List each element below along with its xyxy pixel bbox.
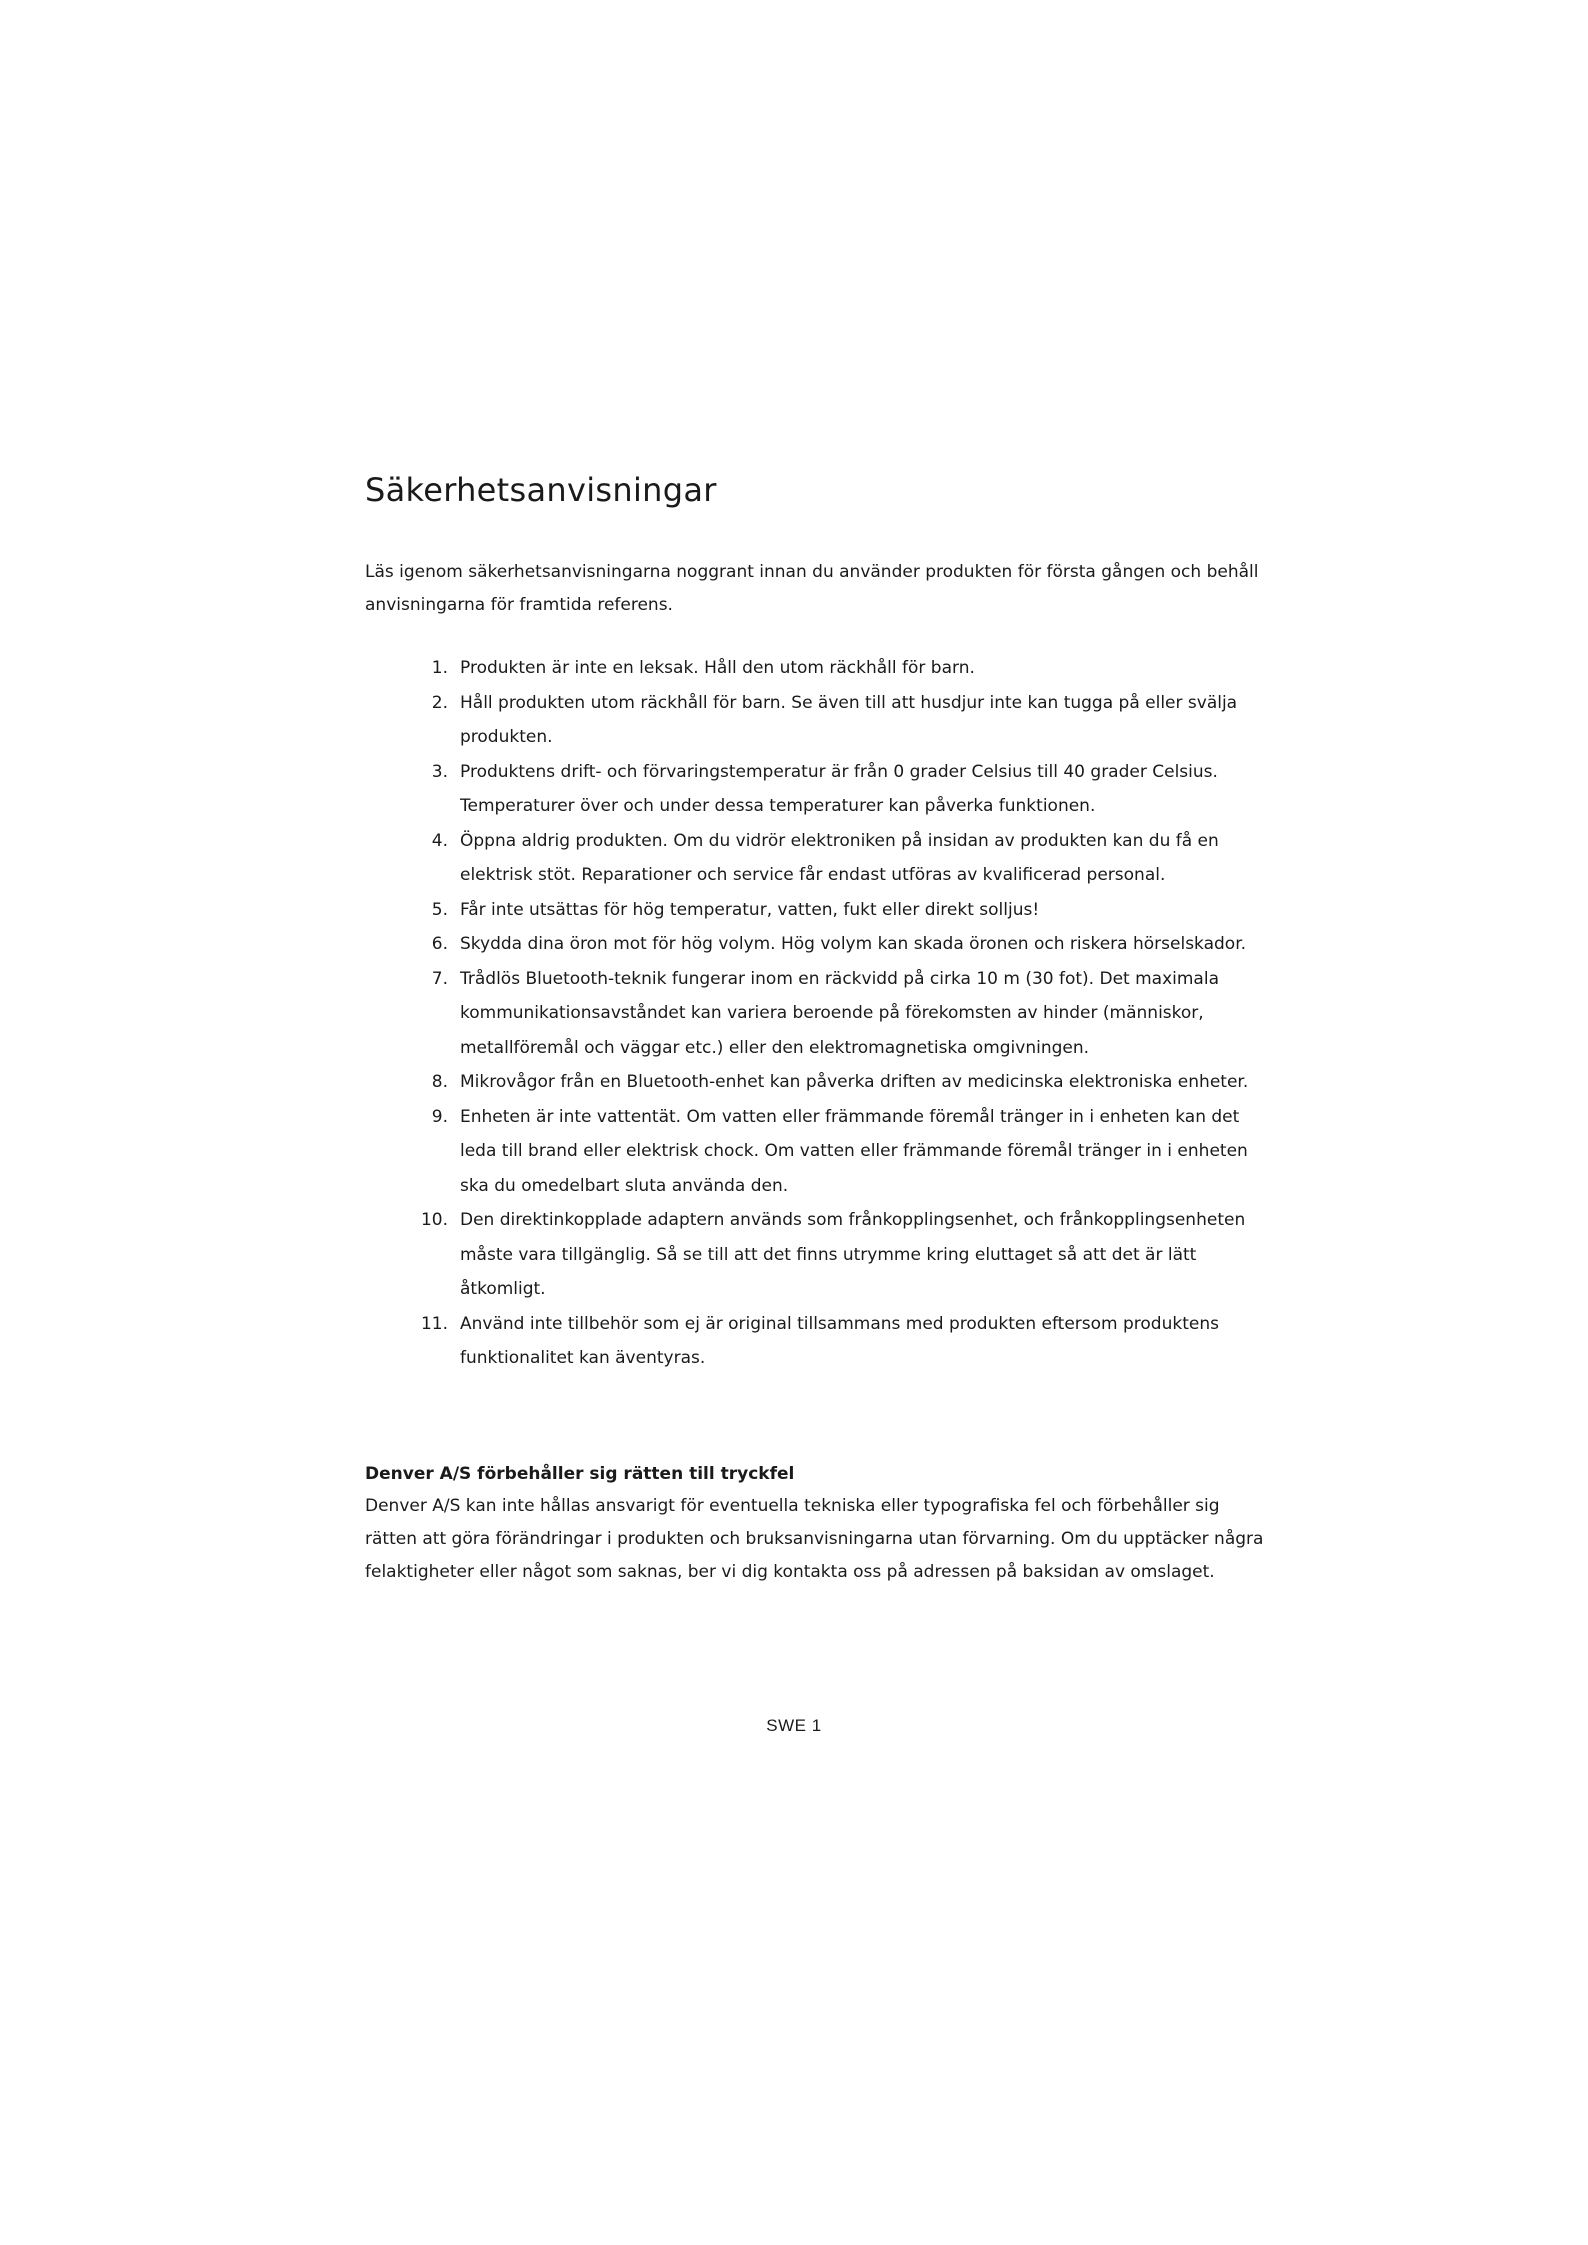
intro-paragraph: Läs igenom säkerhetsanvisningarna noggrant innan du använder produkten för första gången och behåll anvisningarna för framtida referens. [365, 562, 1259, 615]
list-item [365, 651, 1265, 686]
list-item-number: 3. [431, 761, 448, 782]
page-number: SWE 1 [766, 1716, 822, 1735]
list-item-text: Enheten är inte vattentät. Om vatten eller främmande föremål tränger in i enheten kan det leda till brand eller elektrisk chock. Om vatten eller främmande föremål tränger in i enheten ska du omedelbart sluta använda den. [460, 1106, 1248, 1196]
list-item-text: Skydda dina öron mot för hög volym. Hög volym kan skada öronen och riskera hörselskador. [460, 934, 1247, 954]
list-item [365, 962, 1265, 1066]
list-item [365, 1100, 1265, 1204]
list-item-number: 9. [431, 1106, 448, 1127]
list-item-number: 11. [420, 1313, 448, 1334]
list-item-text: Öppna aldrig produkten. Om du vidrör elektroniken på insidan av produkten kan du få en elektrisk stöt. Reparationer och service får endast utföras av kvalificerad personal. [460, 830, 1219, 885]
disclaimer-heading: Denver A/S förbehåller sig rätten till tryckfel [365, 1464, 795, 1484]
list-item-number: 6. [431, 934, 448, 954]
list-item [365, 686, 1265, 755]
list-item-text: Den direktinkopplade adaptern används som frånkopplingsenhet, och frånkopplingsenheten måste vara tillgänglig. Så se till att det finns utrymme kring eluttaget så att det är lätt åtkomligt. [460, 1210, 1246, 1299]
disclaimer-paragraph: Denver A/S kan inte hållas ansvarigt för eventuella tekniska eller typografiska fel och förbehåller sig rätten att göra förändringar i produkten och bruksanvisningarna utan förvarning. Om du upptäcker några felaktigheter eller något som saknas, ber vi dig kontakta oss på adressen på baksidan av omslaget. [365, 1496, 1264, 1582]
list-item-text: Produkten är inte en leksak. Håll den utom räckhåll för barn. [460, 658, 975, 678]
list-item [365, 1203, 1265, 1307]
safety-instructions-list [365, 651, 1265, 1376]
list-item [365, 755, 1265, 824]
list-item-text: Produktens drift- och förvaringstemperatur är från 0 grader Celsius till 40 grader Celsius. Temperaturer över och under dessa temperaturer kan påverka funktionen. [460, 761, 1218, 816]
list-item [365, 927, 1265, 962]
list-item-number: 10. [420, 1210, 448, 1230]
list-item [365, 1065, 1265, 1100]
page-title: Säkerhetsanvisningar [365, 471, 717, 509]
list-item [365, 824, 1265, 893]
list-item-number: 2. [431, 692, 448, 713]
list-item-number: 4. [431, 830, 448, 851]
list-item [365, 1307, 1265, 1376]
list-item-number: 7. [431, 968, 448, 989]
list-item-number: 5. [431, 899, 448, 920]
list-item-number: 1. [431, 658, 448, 678]
list-item-text: Använd inte tillbehör som ej är original tillsammans med produkten eftersom produktens funktionalitet kan äventyras. [460, 1313, 1219, 1368]
list-item [365, 893, 1265, 928]
list-item-text: Får inte utsättas för hög temperatur, vatten, fukt eller direkt solljus! [460, 899, 1040, 920]
list-item-text: Trådlös Bluetooth-teknik fungerar inom en räckvidd på cirka 10 m (30 fot). Det maximala kommunikationsavståndet kan variera beroende på förekomsten av hinder (människor, metallföremål och väggar etc.) eller den elektromagnetiska omgivningen. [460, 968, 1219, 1058]
list-item-text: Håll produkten utom räckhåll för barn. Se även till att husdjur inte kan tugga på eller svälja produkten. [460, 692, 1238, 747]
list-item-text: Mikrovågor från en Bluetooth-enhet kan påverka driften av medicinska elektroniska enheter. [460, 1072, 1249, 1092]
list-item-number: 8. [431, 1072, 448, 1092]
